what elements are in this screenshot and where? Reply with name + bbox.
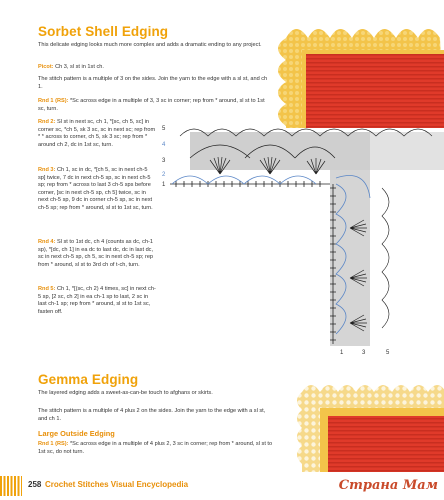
stitch-multiple-note-gemma: The stitch pattern is a multiple of 4 plus 2 on the sides. Join the yarn to the edge with a sl st, and ch 1.: [38, 408, 266, 422]
book-title: Crochet Stitches Visual Encyclopedia: [45, 480, 189, 489]
footer-stripes: [0, 476, 22, 496]
section-title-gemma: Gemma Edging: [38, 372, 139, 387]
sorbet-swatch-photo: [276, 18, 444, 128]
sc-row-top: [170, 181, 336, 344]
round-5-instruction: [38, 286, 156, 316]
round-4-label: Rnd 4:: [38, 239, 56, 245]
page-number: 258: [28, 480, 42, 489]
picot-instruction: [38, 64, 270, 72]
round-2-instruction: [38, 119, 156, 149]
section-intro-gemma: The layered edging adds a sweet-as-can-be touch to afghans or skirts.: [38, 390, 213, 396]
picot-text: Ch 3, sl st in 1st ch.: [53, 64, 104, 70]
round-1-instruction: [38, 98, 270, 113]
watermark: Страна Мам: [338, 478, 438, 493]
picot-label: Picot:: [38, 64, 54, 70]
gemma-round-1-text: *Sc across edge in a multiple of 4 plus 2, 3 sc in corner; rep from * around, sl st to 1st sc, do not turn.: [38, 441, 273, 455]
round-5-label: Rnd 5:: [38, 286, 56, 292]
col-label-1: 1: [340, 350, 344, 356]
round-5-text: Ch 1, *[(sc, ch 2) 4 times, sc] in next ch-5 sp, [2 sc, ch 2] in ea ch-1 sp to last, 2 sc in last ch-1 sp; rep from * around, sl st to 1st sc, fasten off.: [38, 286, 156, 315]
round-2-text: Sl st in next sc, ch 1, *[sc, ch 5, sc] in corner sc, *ch 5, sk 3 sc, sc in next sc; rep from * * across to corner, ch 5, sk 3 sc; rep from * around ch 2, dc in 1st sc, turn.: [38, 119, 156, 148]
round-1-label: Rnd 1 (RS):: [38, 98, 69, 104]
gemma-round-1-instruction: [38, 441, 273, 456]
row-label-2: 2: [162, 172, 166, 178]
crochet-chart-diagram: [150, 118, 444, 358]
row-label-1: 1: [162, 182, 166, 188]
round-4-instruction: [38, 239, 156, 269]
round-1-text: *Sc across edge in a multiple of 3, 3 sc in corner; rep from * around, sl st to 1st sc, turn.: [38, 98, 265, 112]
stitch-multiple-note: The stitch pattern is a multiple of 3 on the sides. Join the yarn to the edge with a sl st, and ch 1.: [38, 76, 268, 90]
round-3-label: Rnd 3:: [38, 167, 56, 173]
section-title-sorbet-shell: Sorbet Shell Edging: [38, 24, 169, 39]
round-4-text: Sl st to 1st dc, ch 4 (counts as dc, ch-1 sp), *[dc, ch 1] in ea dc to last dc, dc in last dc, sc in next ch-5 sp, ch 5, sc in next ch-5 sp; rep from * around, sl st to 3rd ch of t-ch, turn.: [38, 239, 154, 268]
round-3-instruction: [38, 167, 156, 213]
round-2-label: Rnd 2:: [38, 119, 56, 125]
col-label-3: 3: [362, 350, 366, 356]
subhead-large-outside-edging: Large Outside Edging: [38, 429, 115, 438]
row-label-5: 5: [162, 126, 166, 132]
col-label-5: 5: [386, 350, 390, 356]
round-3-text: Ch 1, sc in dc, *[ch 5, sc in next ch-5 sp] twice, 7 dc in next ch-5 sp, sc in next ch-5 sp; rep from * across to last 3 ch-5 sps before corner, [sc in next ch-5 sp, ch 5] twice, sc in next ch-5 sp, 9 dc in corner ch-5 sp, sc in next ch-5 sp; rep from * around, sl st to 1st sc, turn.: [38, 167, 153, 211]
row-label-4: 4: [162, 142, 166, 148]
section-intro: This delicate edging looks much more complex and adds a dramatic ending to any project.: [38, 42, 262, 48]
gemma-round-1-label: Rnd 1 (RS):: [38, 441, 69, 447]
row-label-3: 3: [162, 158, 166, 164]
gemma-swatch-photo: [296, 378, 444, 472]
